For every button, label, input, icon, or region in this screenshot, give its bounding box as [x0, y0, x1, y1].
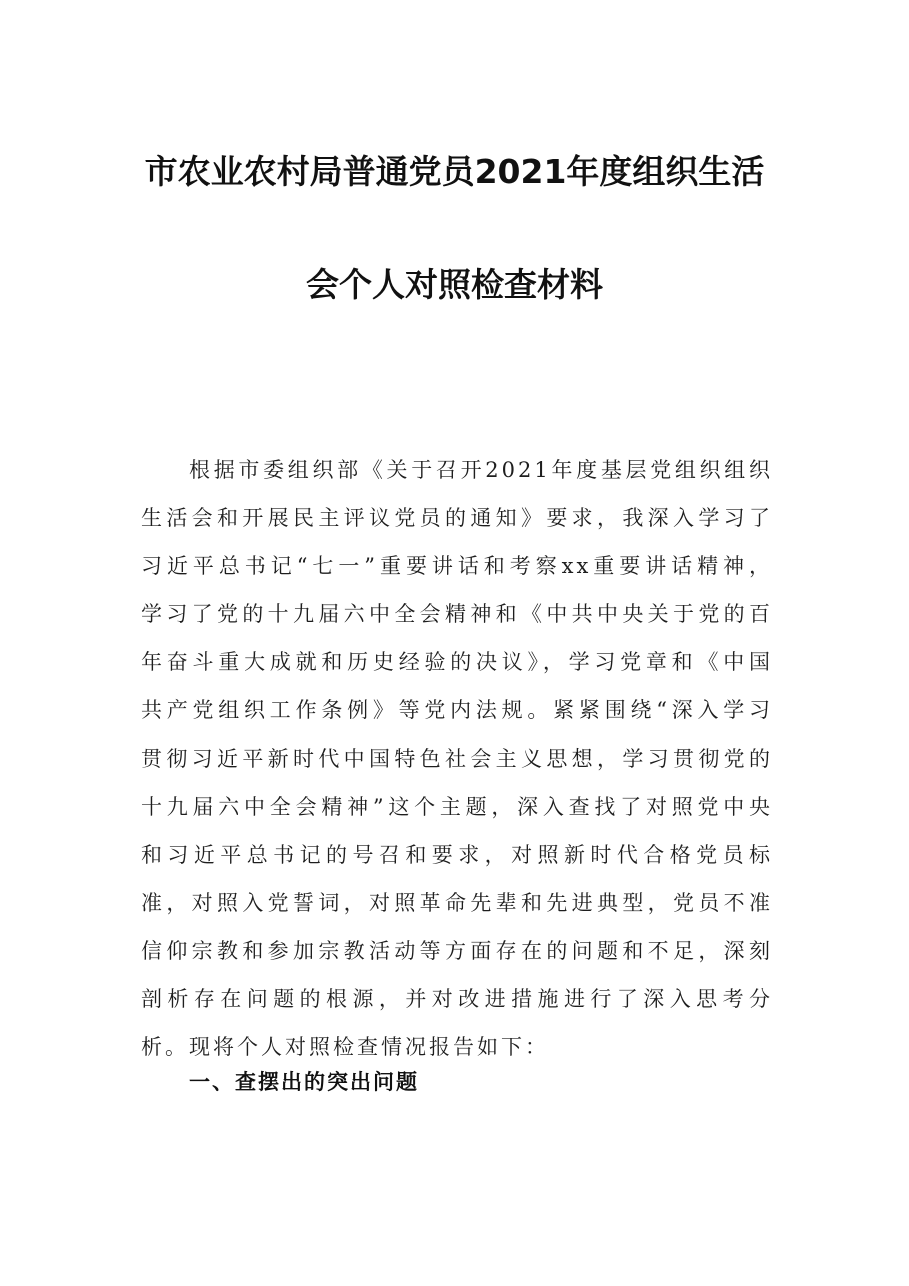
- paragraph-line: 信仰宗教和参加宗教活动等方面存在的问题和不足，深刻: [141, 938, 773, 963]
- paragraph-line: 年奋斗重大成就和历史经验的决议》，学习党章和《中国: [141, 650, 773, 675]
- paragraph-line: 共产党组织工作条例》等党内法规。紧紧围绕“深入学习: [141, 698, 773, 723]
- section-heading: 一、查摆出的突出问题: [189, 1070, 419, 1094]
- paragraph-line: 十九届六中全会精神”这个主题，深入查找了对照党中央: [141, 794, 773, 819]
- paragraph-line: 习近平总书记“七一”重要讲话和考察xx重要讲话精神，: [141, 554, 773, 579]
- document-title-line-2: 会个人对照检查材料: [306, 265, 603, 304]
- paragraph-line: 准，对照入党誓词，对照革命先辈和先进典型，党员不准: [141, 890, 773, 915]
- intro-paragraph: [141, 446, 773, 1071]
- paragraph-line: 生活会和开展民主评议党员的通知》要求，我深入学习了: [141, 506, 773, 531]
- paragraph-line: 析。现将个人对照检查情况报告如下：: [141, 1035, 549, 1060]
- paragraph-line: 学习了党的十九届六中全会精神和《中共中央关于党的百: [141, 602, 773, 627]
- document-title-line-1: 市农业农村局普通党员2021年度组织生活: [144, 152, 765, 191]
- paragraph-line: 贯彻习近平新时代中国特色社会主义思想，学习贯彻党的: [141, 746, 773, 771]
- paragraph-line: 根据市委组织部《关于召开2021年度基层党组织组织: [189, 458, 773, 482]
- paragraph-line: 剖析存在问题的根源，并对改进措施进行了深入思考分: [141, 987, 773, 1012]
- paragraph-line: 和习近平总书记的号召和要求，对照新时代合格党员标: [141, 842, 773, 867]
